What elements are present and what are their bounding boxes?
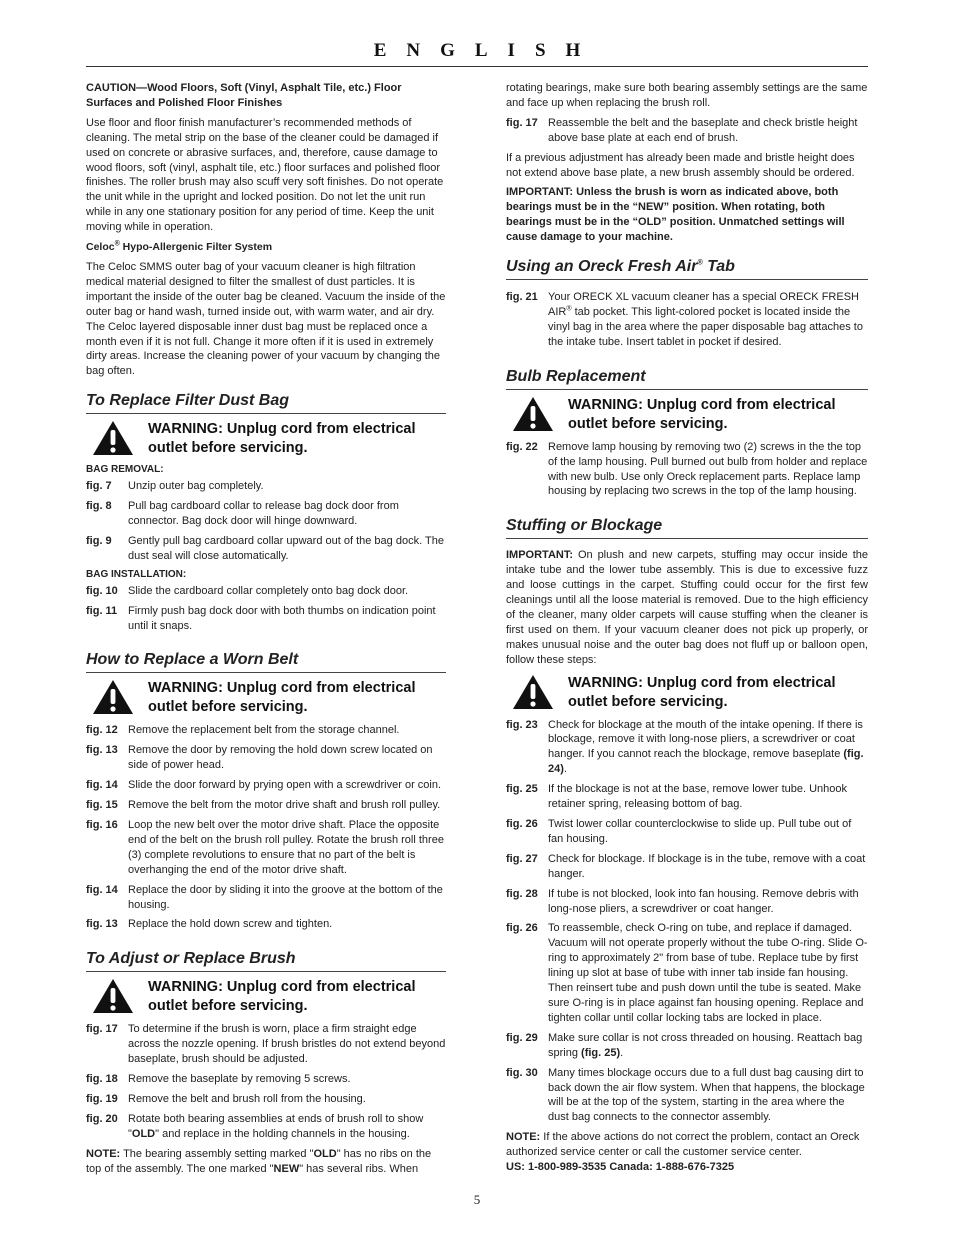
fig-text: Replace the door by sliding it into the groove at the bottom of the housing. — [128, 883, 443, 911]
section-title-stuffing: Stuffing or Blockage — [506, 516, 868, 539]
fig-text: Slide the cardboard collar completely onto bag dock door. — [128, 584, 409, 597]
warning-icon — [512, 396, 554, 432]
fig-text-part: Rotate both bearing assemblies at ends of brush roll to show " — [128, 1112, 424, 1140]
warning-box — [86, 420, 446, 458]
fig-step — [86, 723, 446, 738]
fig-text — [128, 1112, 446, 1142]
fig-text: To determine if the brush is worn, place a firm straight edge across the nozzle opening. If brush bristles do not extend beyond baseplate, brush should be adjusted. — [128, 1023, 446, 1066]
continued-text: rotating bearings, make sure both bearing assembly settings are the same and face up when replacing the brush roll. — [506, 82, 868, 109]
warning-text: WARNING: Unplug cord from electrical outlet before servicing. — [568, 396, 836, 432]
warning-box — [506, 674, 868, 712]
fig-label: fig. 9 — [86, 534, 112, 547]
final-note — [506, 1130, 868, 1160]
fig-text-part: Make sure collar is not cross threaded on housing. Reattach bag spring — [548, 1031, 863, 1059]
fig-text: Remove the door by removing the hold down screw located on side of power head. — [128, 744, 433, 772]
fig-step — [506, 718, 868, 778]
note-text: The bearing assembly setting marked " — [120, 1147, 314, 1160]
right-column — [506, 81, 868, 1175]
fig-label: fig. 26 — [506, 922, 538, 935]
fig-text: Remove lamp housing by removing two (2) screws in the the top of the lamp housing. Pull burned out bulb from holder and replace with new bulb. Use only Oreck replacement parts. Replace lamp housing by replacing two screws in the top of the lamp housing. — [548, 440, 868, 498]
warning-text: WARNING: Unplug cord from electrical outlet before servicing. — [148, 979, 416, 1015]
fig-step — [86, 798, 446, 813]
registered-mark: ® — [114, 240, 120, 248]
fig-label: fig. 14 — [86, 779, 118, 792]
note-text: " has several ribs. When — [299, 1162, 419, 1175]
celoc-title-a: Celoc — [86, 241, 115, 254]
note-text: " has no ribs on the top of the assembly. The one marked " — [86, 1147, 432, 1175]
fig-step — [506, 1066, 868, 1126]
fig-text: Many times blockage occurs due to a full dust bag causing dirt to back down the air flow system. When that happens, the blockage will be at the top of the system, starting in the area where the dust bag connects to the connector assembly. — [548, 1066, 865, 1124]
section-title-part: Tab — [702, 258, 735, 276]
fig-step — [86, 499, 446, 529]
fig-text-bold: (fig. 24) — [548, 748, 864, 776]
service-phone-numbers: US: 1-800-989-3535 Canada: 1-888-676-7325 — [506, 1161, 735, 1174]
fig-step — [86, 818, 446, 878]
fig-label: fig. 7 — [86, 480, 112, 493]
note-label: NOTE: — [86, 1147, 121, 1160]
fig-text-part: . — [563, 763, 567, 776]
warning-box — [86, 679, 446, 717]
fig-text-part: " and replace in the holding channels in the housing. — [155, 1127, 410, 1140]
fig-step — [506, 290, 868, 350]
fig-text: Reassemble the belt and the baseplate and check bristle height above base plate at each end of brush. — [548, 116, 858, 144]
fig-step — [86, 1022, 446, 1067]
page-header — [86, 40, 868, 67]
fig-step — [506, 887, 868, 917]
fig-step — [86, 534, 446, 564]
caution-body: Use floor and floor finish manufacturer’s recommended methods of cleaning. The metal strip on the base of the cleaner could be damaged if used on concrete or abrasive surfaces, and, therefore, cause damage to wood floors, soft (vinyl, asphalt tile, etc.) floor surfaces and polished floor finishes. The roller brush may also scuff very soft finishes. Do not operate the unit while in the upright and locked position. Do not let the unit run while in any one stationary position for any period of time. Keep the unit moving while in operation. — [86, 116, 444, 234]
fig-label: fig. 16 — [86, 819, 118, 831]
page-number: 5 — [473, 1192, 481, 1207]
celoc-title — [86, 240, 446, 255]
warning-icon — [92, 420, 134, 456]
fig-text: If tube is not blocked, look into fan housing. Remove debris with long-nose pliers, a screwdriver or coat hanger. — [548, 887, 859, 915]
warning-text: WARNING: Unplug cord from electrical outlet before servicing. — [568, 674, 836, 710]
section-title-part: Using an Oreck Fresh Air — [506, 258, 698, 276]
fig-label: fig. 21 — [506, 291, 538, 304]
fig-text-part: . — [620, 1046, 624, 1059]
fig-label: fig. 22 — [506, 440, 538, 453]
fig-step — [506, 921, 868, 1025]
fig-step — [506, 817, 868, 847]
fig-step — [86, 1092, 446, 1107]
fig-label: fig. 18 — [86, 1073, 118, 1086]
important-label: IMPORTANT: — [506, 549, 574, 562]
note-label: NOTE: — [506, 1131, 541, 1144]
fig-step — [506, 1031, 868, 1061]
warning-box — [86, 978, 446, 1016]
fig-step — [506, 782, 868, 812]
section-title-fresh-air — [506, 257, 868, 280]
warning-icon — [92, 679, 134, 715]
fig-text: Remove the belt from the motor drive shaft and brush roll pulley. — [128, 799, 441, 812]
fig-label: fig. 26 — [506, 818, 538, 830]
warning-icon — [92, 978, 134, 1014]
fig-label: fig. 13 — [86, 744, 118, 757]
fig-step — [86, 743, 446, 773]
bag-installation-label: BAG INSTALLATION: — [86, 568, 187, 580]
fig-text: Remove the replacement belt from the storage channel. — [128, 724, 400, 737]
fig-text: Unzip outer bag completely. — [128, 480, 264, 493]
section-title-bulb: Bulb Replacement — [506, 367, 868, 390]
fig-label: fig. 25 — [506, 783, 538, 796]
fig-label: fig. 17 — [506, 116, 538, 129]
section-title-adjust-brush: To Adjust or Replace Brush — [86, 949, 446, 972]
fig-label: fig. 23 — [506, 718, 538, 731]
registered-mark: ® — [566, 305, 572, 313]
fig-label: fig. 30 — [506, 1066, 538, 1079]
warning-text: WARNING: Unplug cord from electrical outlet before servicing. — [148, 421, 416, 457]
important-text: On plush and new carpets, stuffing may occur inside the intake tube and the lower tube assembly. This is due to excessive fuzz and loose cuttings in the carpet. Stuffing could occur for the first few cleanings until all the loose material is removed. Due to the high efficiency of the cleaner, many older carpets will cause stuffing when the cleaner is first used on them. If your vacuum cleaner does not pick up properly, or makes unusual noise and the outer bag does not fluff up or balloon open, follow these steps: — [506, 549, 868, 666]
fig-text: Remove the belt and brush roll from the housing. — [128, 1092, 366, 1105]
section-title-filter-bag: To Replace Filter Dust Bag — [86, 391, 446, 414]
fig-text-part: tab pocket. This light-colored pocket is located inside the vinyl bag in the area where the paper disposable bag attaches to the intake tube. Insert tablet in pocket if desired. — [548, 305, 863, 348]
fig-label: fig. 29 — [506, 1031, 538, 1044]
fig-text: If the blockage is not at the base, remove lower tube. Unhook retainer spring, releasing bottom of bag. — [548, 783, 848, 811]
celoc-title-b: Hypo-Allergenic Filter System — [119, 241, 273, 254]
fig-text-part: Check for blockage at the mouth of the intake opening. If there is blockage, remove it with long-nose pliers, a screwdriver or coat hanger. If you cannot reach the blockage, remove baseplate — [548, 718, 863, 761]
caution-title: CAUTION—Wood Floors, Soft (Vinyl, Asphalt Tile, etc.) Floor Surfaces and Polished Floor Finishes — [86, 82, 402, 109]
fig-text: Replace the hold down screw and tighten. — [128, 918, 333, 931]
fig-step — [86, 479, 446, 494]
previous-adjustment-text: If a previous adjustment has already been made and bristle height does not extend above base plate, a new brush assembly should be ordered. — [506, 151, 855, 179]
warning-text: WARNING: Unplug cord from electrical outlet before servicing. — [148, 680, 416, 716]
brush-note — [86, 1147, 446, 1177]
fig-step — [86, 883, 446, 913]
bag-removal-label: BAG REMOVAL: — [86, 464, 164, 476]
fig-label: fig. 27 — [506, 852, 538, 865]
warning-icon — [512, 674, 554, 710]
fig-text: Pull bag cardboard collar to release bag dock door from connector. Bag dock door will hinge downward. — [128, 500, 399, 528]
celoc-body: The Celoc SMMS outer bag of your vacuum cleaner is high filtration medical material designed to filter the smallest of dust particles. It is important the inside of the outer bag be cleaned. Vacuum the inside of the outer bag or hand wash, turned inside out, with warm water, and air dry. The Celoc layered disposable inner dust bag must be replaced once a month even if it is not full. Change it more often if it is used in extremely dirty areas. Increase the cleaning power of your vacuum by changing the bag often. — [86, 260, 446, 378]
fig-text-bold: OLD — [131, 1127, 156, 1140]
fig-label: fig. 20 — [86, 1112, 118, 1125]
fig-label: fig. 8 — [86, 500, 112, 513]
registered-mark: ® — [697, 259, 703, 267]
fig-text: Check for blockage. If blockage is in the tube, remove with a coat hanger. — [548, 852, 866, 880]
fig-label: fig. 10 — [86, 584, 118, 597]
fig-text: Twist lower collar counterclockwise to slide up. Pull tube out of fan housing. — [548, 818, 852, 845]
fig-text: Loop the new belt over the motor drive shaft. Place the opposite end of the belt on the brush roll pulley. Rotate the brush roll three (3) complete revolutions to ensure that no part of the belt is overhanging the end of the motor drive shaft. — [128, 819, 444, 876]
warning-box — [506, 396, 868, 434]
fig-label: fig. 15 — [86, 799, 118, 812]
fig-text: Slide the door forward by prying open with a screwdriver or coin. — [128, 779, 442, 792]
fig-text — [548, 1031, 868, 1061]
fig-text: Firmly push bag dock door with both thumbs on indication point until it snaps. — [128, 604, 436, 632]
fig-text — [548, 718, 868, 778]
section-title-worn-belt: How to Replace a Worn Belt — [86, 650, 446, 673]
left-column — [86, 81, 446, 1177]
fig-label: fig. 14 — [86, 883, 118, 896]
fig-label: fig. 17 — [86, 1023, 118, 1036]
fig-label: fig. 11 — [86, 604, 118, 617]
note-bold: NEW — [273, 1162, 300, 1175]
fig-step — [86, 1072, 446, 1087]
fig-text-part: Your ORECK XL vacuum cleaner has a special ORECK FRESH AIR — [548, 291, 859, 318]
fig-text: Remove the baseplate by removing 5 screws. — [128, 1073, 351, 1086]
fig-label: fig. 28 — [506, 887, 538, 900]
stuffing-important-text — [506, 548, 868, 667]
fig-label: fig. 13 — [86, 918, 118, 931]
fig-step — [86, 917, 446, 932]
fig-step — [86, 604, 446, 634]
fig-step — [86, 584, 446, 599]
note-text: If the above actions do not correct the problem, contact an Oreck authorized service center or call the customer service center. — [506, 1131, 860, 1159]
important-brush-text: IMPORTANT: Unless the brush is worn as indicated above, both bearings must be in the “NEW” position. When rotating, both bearings must be in the “OLD” position. Unmatched settings will cause damage to your machine. — [506, 186, 845, 244]
page-title: ENGLISH — [373, 40, 601, 61]
fig-text-bold: (fig. 25) — [581, 1046, 621, 1059]
note-bold: OLD — [313, 1147, 337, 1160]
fig-step — [86, 778, 446, 793]
fig-text: To reassemble, check O-ring on tube, and replace if damaged. Vacuum will not operate properly without the tube O-ring. Slide O-ring to approximately 2" from base of tube. Replace tube by first lining up slot at base of tube with inner tab inside fan housing. Then reinsert tube and push down until the tube is seated. Make sure O-ring is in place against fan housing opening. Replace and tighten collar until collar locking tabs are locked in place. — [548, 922, 868, 1024]
fig-label: fig. 12 — [86, 724, 118, 737]
fig-text — [548, 290, 868, 350]
fig-text: Gently pull bag cardboard collar upward out of the bag dock. The dust seal will close automatically. — [128, 534, 444, 562]
fig-step — [506, 440, 868, 500]
fig-label: fig. 19 — [86, 1092, 118, 1105]
fig-step — [86, 1112, 446, 1142]
fig-step — [506, 116, 868, 146]
fig-step — [506, 852, 868, 882]
